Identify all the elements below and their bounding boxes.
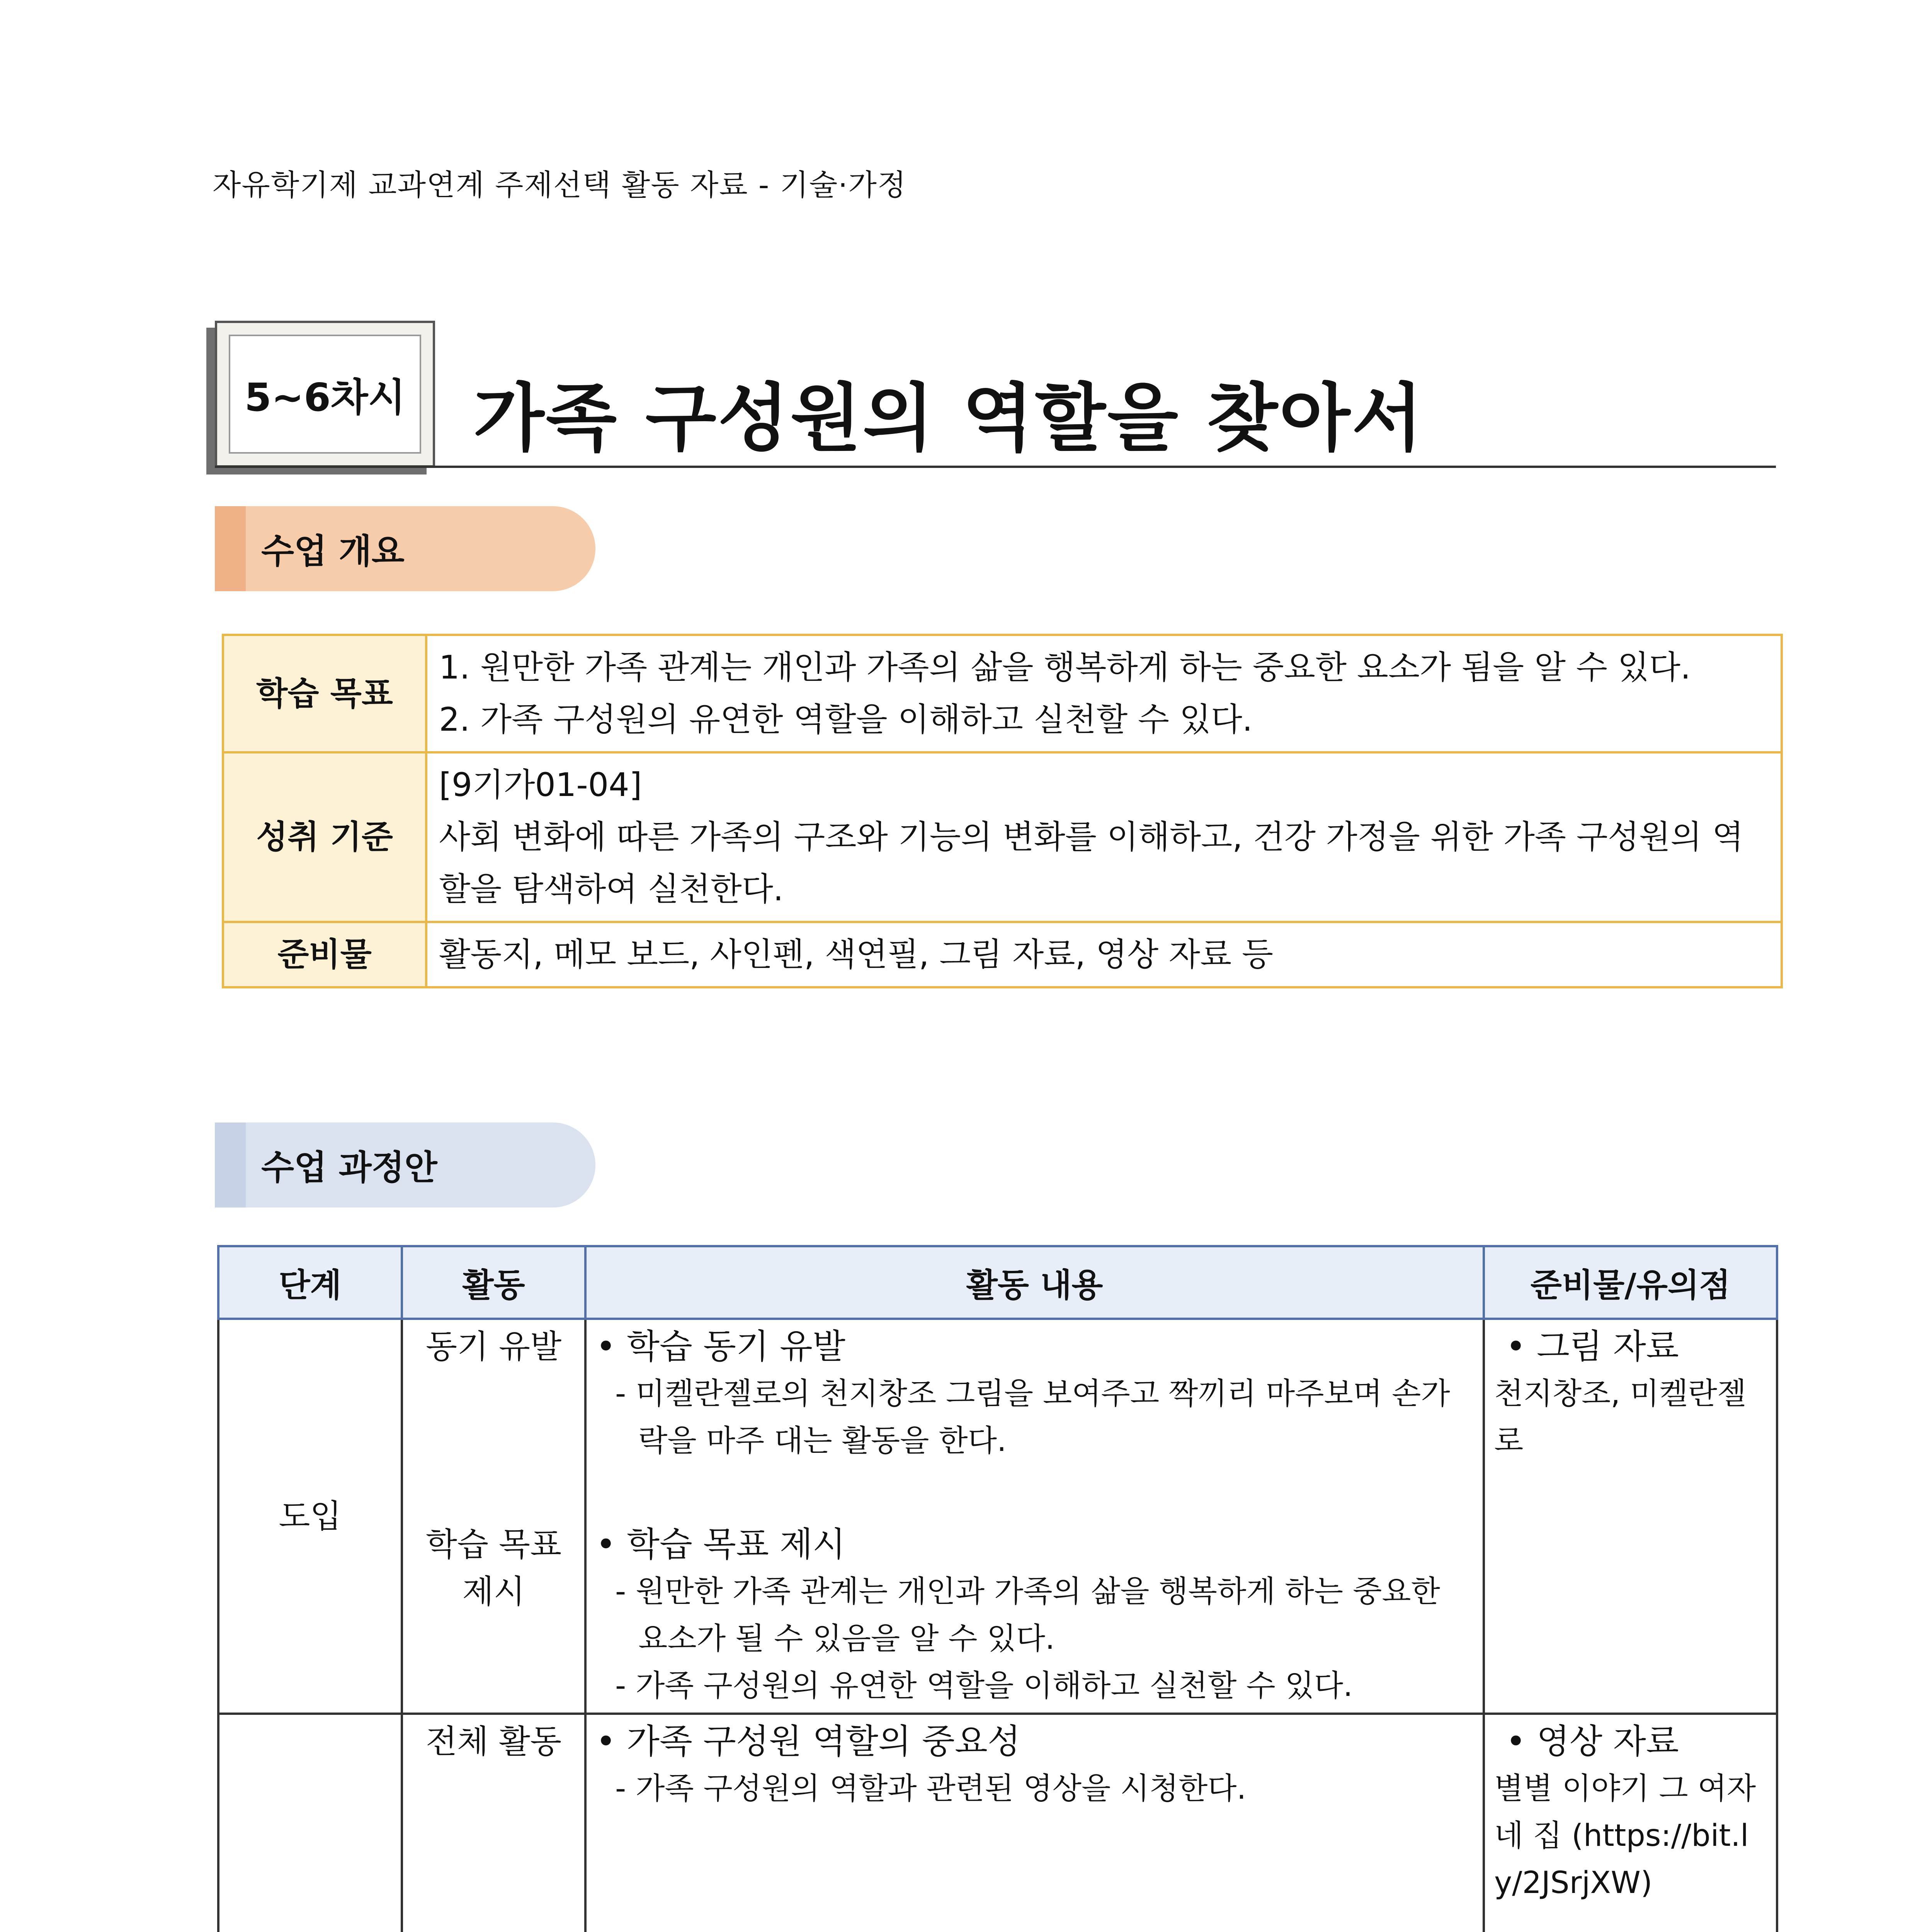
prep-text: 별별 이야기 그 여자네 집 (https://bit.ly/2JSrjXW) <box>1494 1771 1756 1900</box>
prep-heading: • 그림 자료 <box>1506 1327 1679 1366</box>
prep-heading <box>1494 1928 1767 1932</box>
overview-table <box>222 634 1783 988</box>
standard-code: [9기가01-04] <box>439 766 642 804</box>
materials-label: 준비물 <box>223 922 426 987</box>
table-row <box>218 1925 1777 1932</box>
goal-label: 학습 목표 <box>223 635 426 752</box>
stage-intro: 도입 <box>218 1319 402 1714</box>
process-table <box>217 1245 1778 1932</box>
section-heading-overview-text: 수업 개요 <box>261 531 405 571</box>
goal-item-1: 1. 원만한 가족 관계는 개인과 가족의 삶을 행복하게 하는 중요한 요소가 됨을 알 수 있다. <box>439 648 1691 686</box>
activity-detail: - 미켈란젤로의 천지창조 그림을 보여주고 짝끼리 마주보며 손가락을 마주 대는 활동을 한다. <box>615 1376 1450 1458</box>
title-divider <box>215 466 1776 468</box>
table-row <box>218 1714 1777 1925</box>
section-heading-overview <box>215 506 595 591</box>
prep-cell <box>1484 1714 1777 1925</box>
activity-content <box>585 1319 1484 1518</box>
activity-name: 학습 목표 제시 <box>402 1518 585 1714</box>
activity-detail: - 가족 구성원의 유연한 역할을 이해하고 실천할 수 있다. <box>615 1668 1353 1703</box>
activity-name <box>402 1925 585 1932</box>
header-content: 활동 내용 <box>585 1246 1484 1319</box>
standard-cell <box>426 752 1782 922</box>
prep-cell <box>1484 1518 1777 1714</box>
section-heading-accent <box>215 1122 246 1208</box>
prep-cell <box>1484 1319 1777 1518</box>
activity-name: 전체 활동 <box>402 1714 585 1925</box>
overview-row-goals <box>223 635 1782 752</box>
overview-row-materials <box>223 922 1782 987</box>
row-spacer <box>596 1464 1473 1515</box>
lesson-title: 가족 구성원의 역할을 찾아서 <box>473 376 1424 461</box>
activity-bullet: • 학습 목표 제시 <box>596 1524 845 1564</box>
prep-cell <box>1484 1925 1777 1932</box>
activity-content <box>585 1714 1484 1925</box>
activity-content <box>585 1925 1484 1932</box>
row-spacer <box>1494 1906 1767 1922</box>
section-heading-process <box>215 1122 595 1208</box>
prep-text: 천지창조, 미켈란젤로 <box>1494 1376 1747 1458</box>
session-badge-inner <box>229 335 421 454</box>
activity-bullet: • 학습 동기 유발 <box>596 1327 845 1366</box>
activity-detail: - 원만한 가족 관계는 개인과 가족의 삶을 행복하게 하는 중요한 요소가 될 수 있음을 알 수 있다. <box>615 1574 1440 1656</box>
stage-develop <box>218 1714 402 1932</box>
standard-label: 성취 기준 <box>223 752 426 922</box>
materials-value: 활동지, 메모 보드, 사인펜, 색연필, 그림 자료, 영상 자료 등 <box>426 922 1782 987</box>
header-stage: 단계 <box>218 1246 402 1319</box>
process-header-row <box>218 1246 1777 1319</box>
activity-bullet <box>596 1928 1473 1932</box>
activity-bullet: • 가족 구성원 역할의 중요성 <box>596 1721 1020 1761</box>
header-prep: 준비물/유의점 <box>1484 1246 1777 1319</box>
session-badge <box>215 321 435 468</box>
goal-cell <box>426 635 1782 752</box>
goal-item-2: 2. 가족 구성원의 유연한 역할을 이해하고 실천할 수 있다. <box>439 701 1253 738</box>
section-heading-process-text: 수업 과정안 <box>261 1148 437 1187</box>
section-heading-accent <box>215 506 246 591</box>
session-label: 5~6차시 <box>244 375 406 420</box>
document-header: 자유학기제 교과연계 주제선택 활동 자료 - 기술·가정 <box>213 168 907 202</box>
activity-name: 동기 유발 <box>402 1319 585 1518</box>
prep-heading: • 영상 자료 <box>1506 1721 1679 1761</box>
activity-detail: - 가족 구성원의 역할과 관련된 영상을 시청한다. <box>615 1771 1247 1806</box>
activity-content <box>585 1518 1484 1714</box>
standard-text: 사회 변화에 따른 가족의 구조와 기능의 변화를 이해하고, 건강 가정을 위한 가족 구성원의 역할을 탐색하여 실천한다. <box>439 818 1744 908</box>
table-row <box>218 1319 1777 1518</box>
overview-row-standard <box>223 752 1782 922</box>
header-activity: 활동 <box>402 1246 585 1319</box>
table-row <box>218 1518 1777 1714</box>
